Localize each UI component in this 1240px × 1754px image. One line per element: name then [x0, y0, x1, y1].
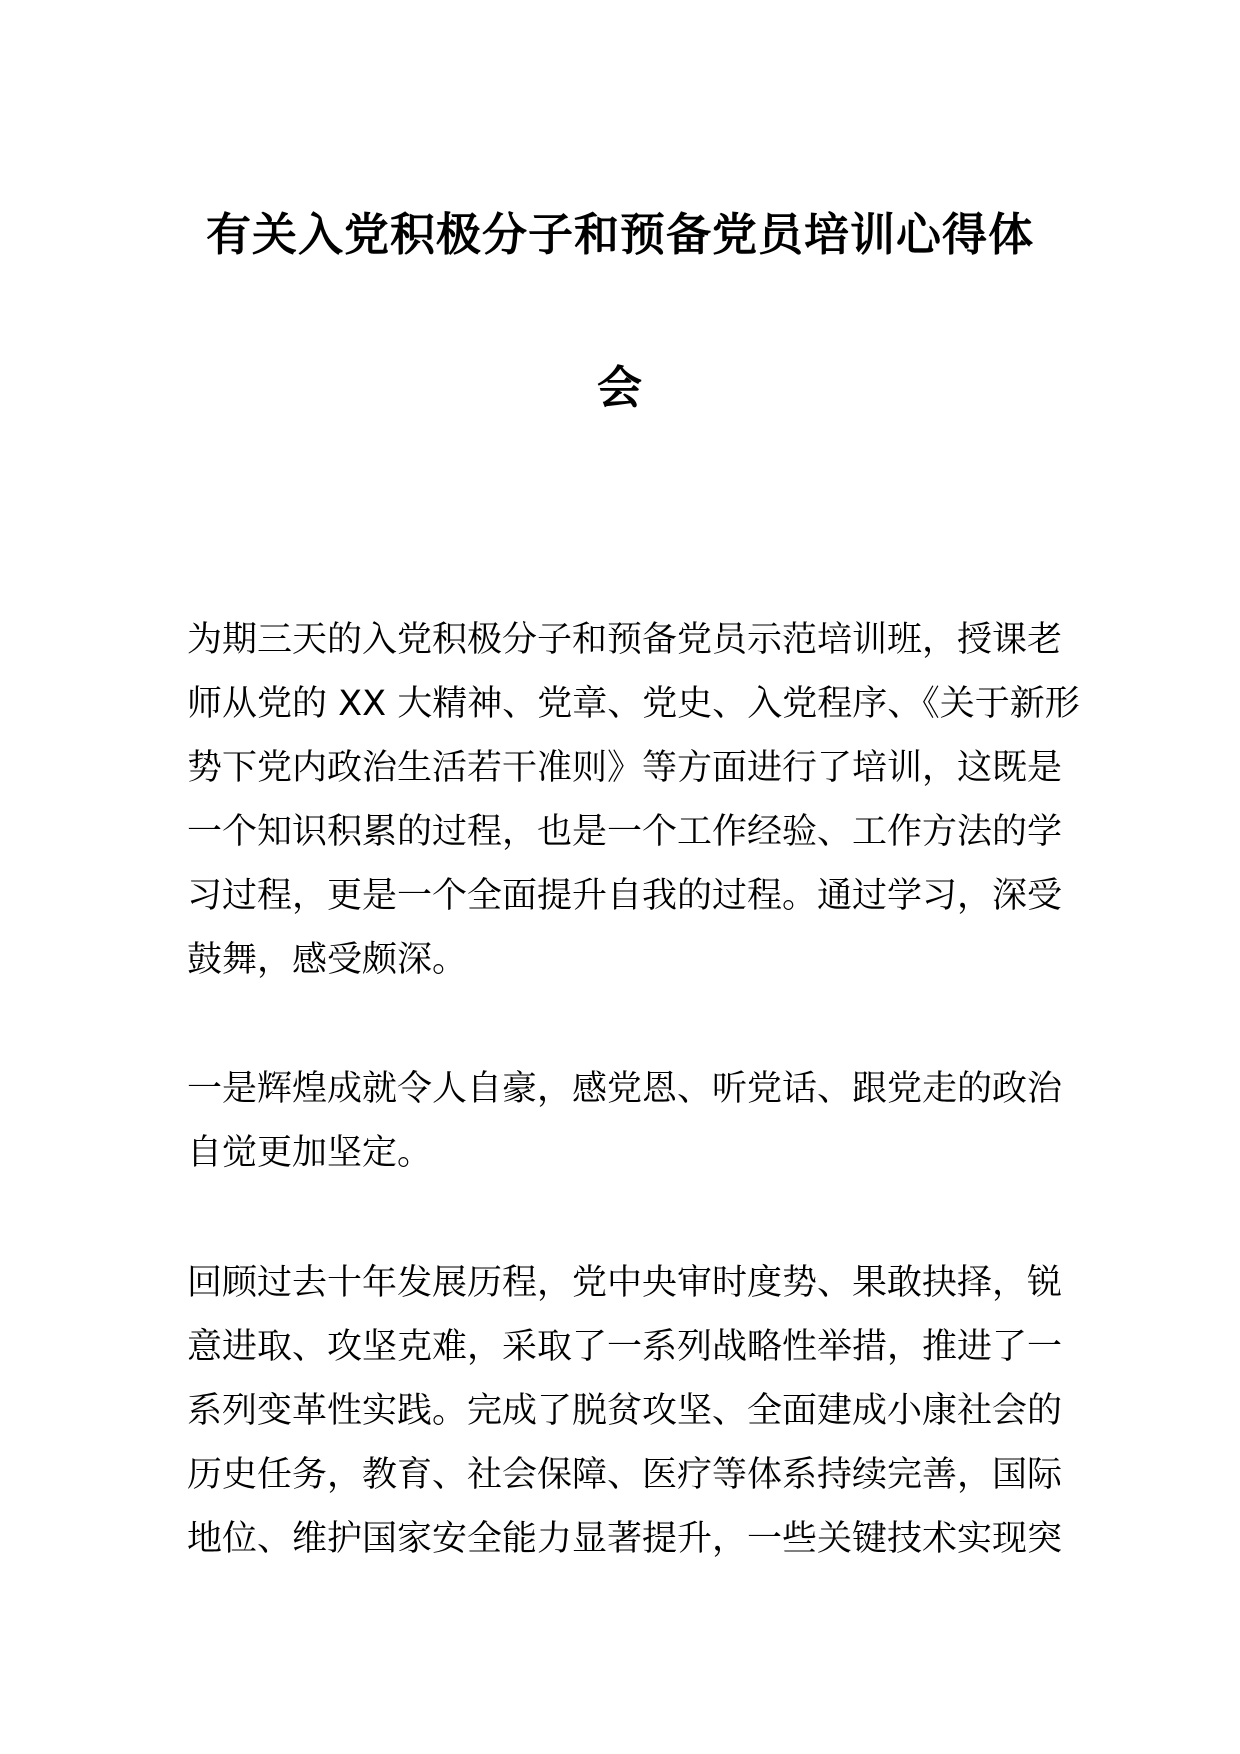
paragraph-point-one — [187, 1057, 1063, 1185]
paragraph-line: 意进取、攻坚克难，采取了一系列战略性举措，推进了一 — [187, 1327, 1063, 1367]
paragraph-line: 一是辉煌成就令人自豪，感党恩、听党话、跟党走的政治 — [187, 1069, 1063, 1109]
paragraph-intro — [187, 608, 1080, 992]
paragraph-review — [187, 1251, 1063, 1571]
paragraph-line: 地位、维护国家安全能力显著提升，一些关键技术实现突 — [187, 1519, 1063, 1559]
paragraph-line: 习过程，更是一个全面提升自我的过程。通过学习，深受 — [187, 876, 1063, 916]
paragraph-line: 师从党的 XX 大精神、党章、党史、入党程序、《关于新形 — [187, 684, 1080, 724]
paragraph-line: 历史任务，教育、社会保障、医疗等体系持续完善，国际 — [187, 1455, 1063, 1495]
paragraph-line: 为期三天的入党积极分子和预备党员示范培训班，授课老 — [187, 620, 1063, 660]
paragraph-line: 一个知识积累的过程，也是一个工作经验、工作方法的学 — [187, 812, 1063, 852]
paragraph-line: 系列变革性实践。完成了脱贫攻坚、全面建成小康社会的 — [187, 1391, 1063, 1431]
paragraph-line: 自觉更加坚定。 — [187, 1133, 433, 1173]
document-title-line-1: 有关入党积极分子和预备党员培训心得体 — [205, 208, 1034, 261]
paragraph-line: 回顾过去十年发展历程，党中央审时度势、果敢抉择，锐 — [187, 1263, 1063, 1303]
paragraph-line: 鼓舞，感受颇深。 — [187, 940, 468, 980]
document-title-line-2: 会 — [596, 361, 643, 414]
paragraph-line: 势下党内政治生活若干准则》等方面进行了培训，这既是 — [187, 748, 1063, 788]
